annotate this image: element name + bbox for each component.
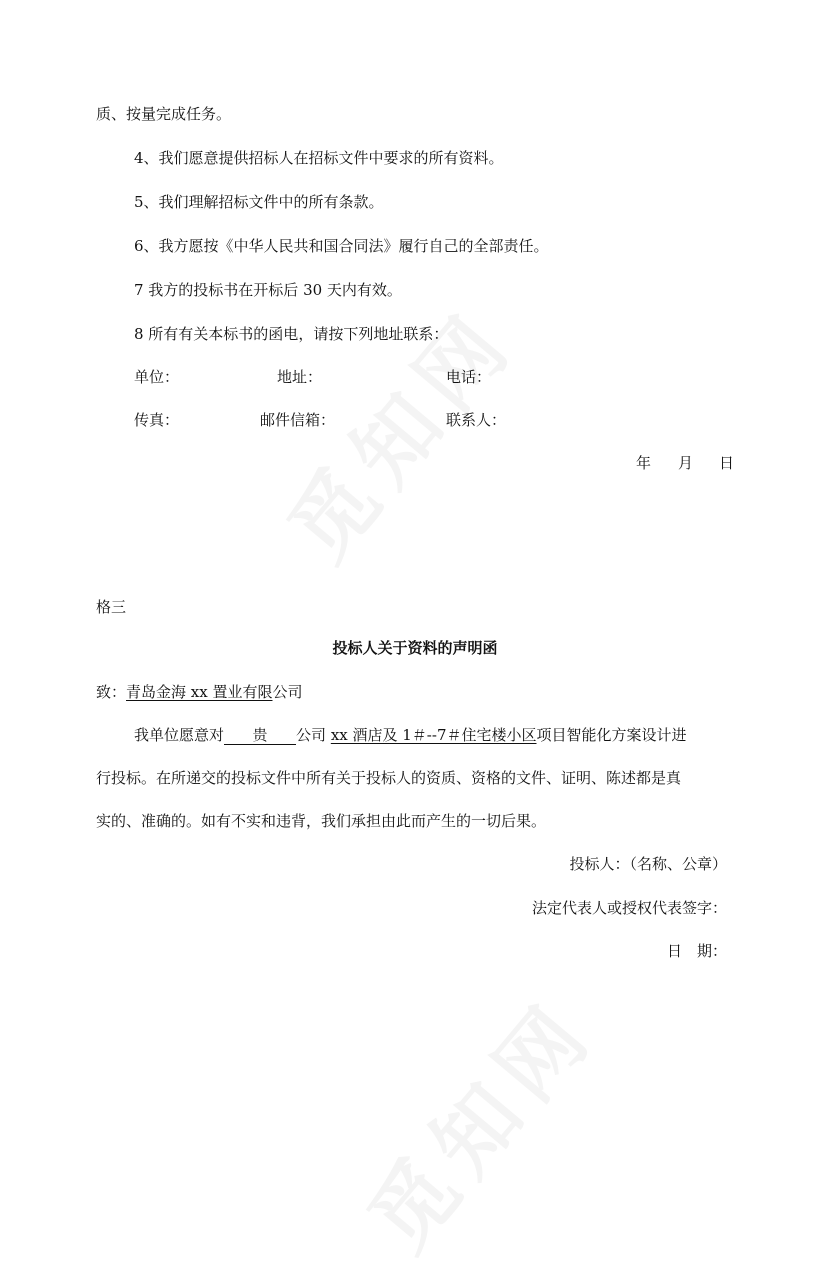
body-text: 公司 bbox=[296, 726, 327, 744]
addressee-company: 青岛金海 xx 置业有限 bbox=[126, 683, 273, 701]
signature-representative: 法定代表人或授权代表签字： bbox=[531, 899, 727, 917]
body-line-2: 行投标。在所递交的投标文件中所有关于投标人的资质、资格的文件、证明、陈述都是真 bbox=[96, 769, 682, 787]
contact-fax-label: 传真： bbox=[134, 411, 180, 429]
signature-date: 日 期： bbox=[666, 942, 727, 960]
list-item: 7 我方的投标书在开标后 30 天内有效。 bbox=[134, 281, 402, 299]
addressee-line bbox=[96, 682, 303, 702]
list-item: 5、我们理解招标文件中的所有条款。 bbox=[134, 193, 384, 211]
body-line-1 bbox=[134, 725, 687, 745]
contact-address-label: 地址： bbox=[277, 368, 323, 386]
list-item: 4、我们愿意提供招标人在招标文件中要求的所有资料。 bbox=[134, 149, 504, 167]
form-label: 格三 bbox=[96, 598, 127, 616]
body-text: 项目智能化方案设计进 bbox=[536, 726, 687, 744]
contact-phone-label: 电话： bbox=[446, 368, 492, 386]
contact-email-label: 邮件信箱： bbox=[260, 411, 336, 429]
page-title: 投标人关于资料的声明函 bbox=[332, 639, 498, 657]
addressee-suffix: 公司 bbox=[272, 683, 303, 701]
watermark bbox=[336, 969, 618, 1272]
date-year: 年 bbox=[636, 454, 652, 472]
list-item: 6、我方愿按《中华人民共和国合同法》履行自己的全部责任。 bbox=[134, 237, 549, 255]
contact-person-label: 联系人： bbox=[446, 411, 507, 429]
project-name: xx 酒店及 1＃--7＃住宅楼小区 bbox=[330, 726, 537, 744]
contact-unit-label: 单位： bbox=[134, 368, 180, 386]
fill-blank: 贵 bbox=[224, 726, 296, 745]
body-text: 我单位愿意对 bbox=[134, 726, 225, 744]
date-day: 日 bbox=[719, 454, 735, 472]
date-month: 月 bbox=[678, 454, 694, 472]
addressee-prefix: 致： bbox=[96, 683, 127, 701]
list-item: 8 所有有关本标书的函电，请按下列地址联系： bbox=[134, 325, 449, 343]
signature-bidder: 投标人：（名称、公章） bbox=[569, 855, 727, 873]
text-line: 质、按量完成任务。 bbox=[96, 105, 232, 123]
body-line-3: 实的、准确的。如有不实和违背，我们承担由此而产生的一切后果。 bbox=[96, 812, 547, 830]
